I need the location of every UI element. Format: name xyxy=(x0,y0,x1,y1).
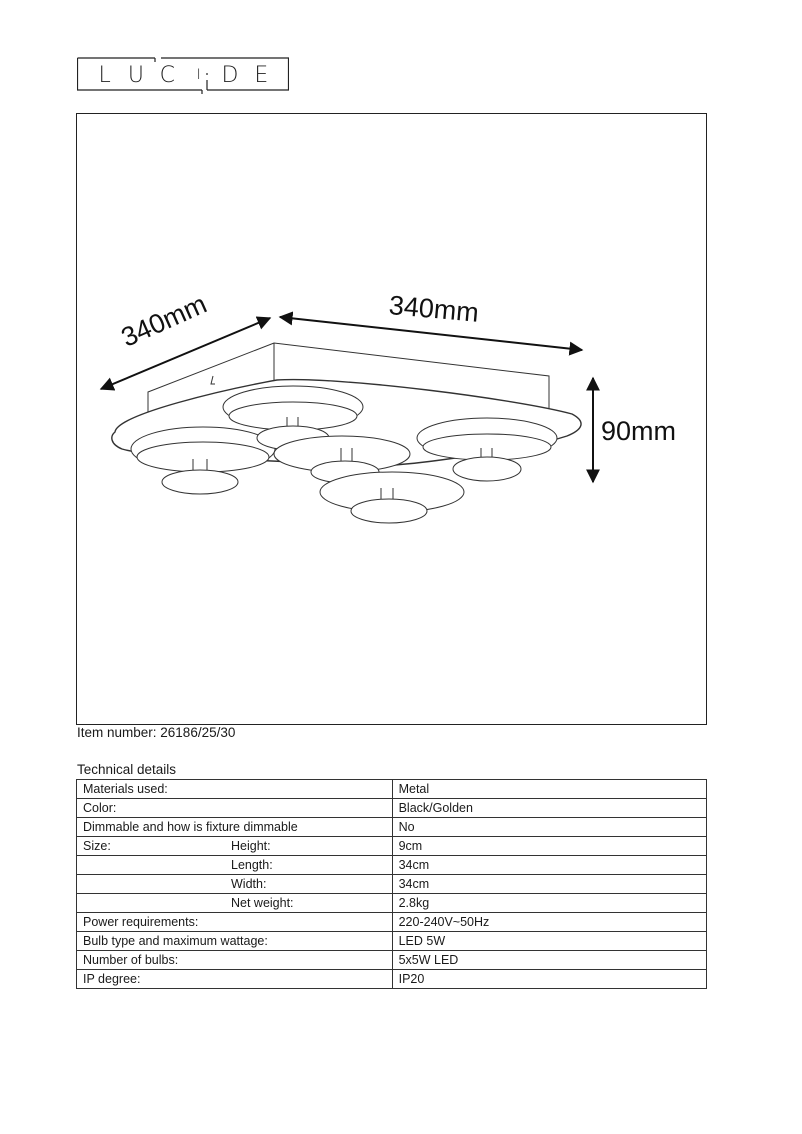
technical-details-table xyxy=(76,779,707,989)
row-value: 2.8kg xyxy=(392,894,706,913)
table-row xyxy=(77,837,707,856)
table-row xyxy=(77,780,707,799)
height-dimension-label: 90mm xyxy=(601,416,677,446)
table-row xyxy=(77,913,707,932)
technical-details-title: Technical details xyxy=(77,762,177,777)
logo-letter: E xyxy=(254,62,269,88)
row-value: Metal xyxy=(392,780,706,799)
row-label: Color: xyxy=(77,799,393,818)
size-sub-label: Net weight: xyxy=(231,896,294,910)
row-value: 220-240V~50Hz xyxy=(392,913,706,932)
item-number: Item number: 26186/25/30 xyxy=(77,725,236,740)
row-value: 5x5W LED xyxy=(392,951,706,970)
logo-letter: I xyxy=(196,67,201,83)
row-label: Bulb type and maximum wattage: xyxy=(77,932,393,951)
row-label: Number of bulbs: xyxy=(77,951,393,970)
row-value: IP20 xyxy=(392,970,706,989)
logo-letter: C xyxy=(159,62,175,88)
row-label xyxy=(77,875,393,894)
brand-logo xyxy=(77,56,289,94)
logo-letter: L xyxy=(98,62,111,88)
row-label: Materials used: xyxy=(77,780,393,799)
table-row xyxy=(77,875,707,894)
table-row xyxy=(77,951,707,970)
depth-dimension-label: 340mm xyxy=(116,288,212,353)
logo-letter: U xyxy=(127,62,145,88)
row-label xyxy=(77,894,393,913)
width-dimension-label: 340mm xyxy=(387,290,481,328)
table-row xyxy=(77,932,707,951)
size-sub-label: Height: xyxy=(231,839,271,853)
row-label xyxy=(77,856,393,875)
table-row xyxy=(77,856,707,875)
logo-wordmark xyxy=(77,56,289,94)
row-value: 34cm xyxy=(392,856,706,875)
row-label: Dimmable and how is fixture dimmable xyxy=(77,818,393,837)
row-value: 34cm xyxy=(392,875,706,894)
logo-letter: D xyxy=(221,62,239,88)
table-row xyxy=(77,970,707,989)
table-row xyxy=(77,799,707,818)
row-value: No xyxy=(392,818,706,837)
size-sub-label: Length: xyxy=(231,858,273,872)
size-label: Size: xyxy=(83,839,111,853)
table-row xyxy=(77,818,707,837)
row-value: Black/Golden xyxy=(392,799,706,818)
row-value: 9cm xyxy=(392,837,706,856)
row-label: IP degree: xyxy=(77,970,393,989)
row-label: Power requirements: xyxy=(77,913,393,932)
row-value: LED 5W xyxy=(392,932,706,951)
size-sub-label: Width: xyxy=(231,877,267,891)
product-drawing-frame xyxy=(76,113,707,725)
row-label xyxy=(77,837,393,856)
table-row xyxy=(77,894,707,913)
